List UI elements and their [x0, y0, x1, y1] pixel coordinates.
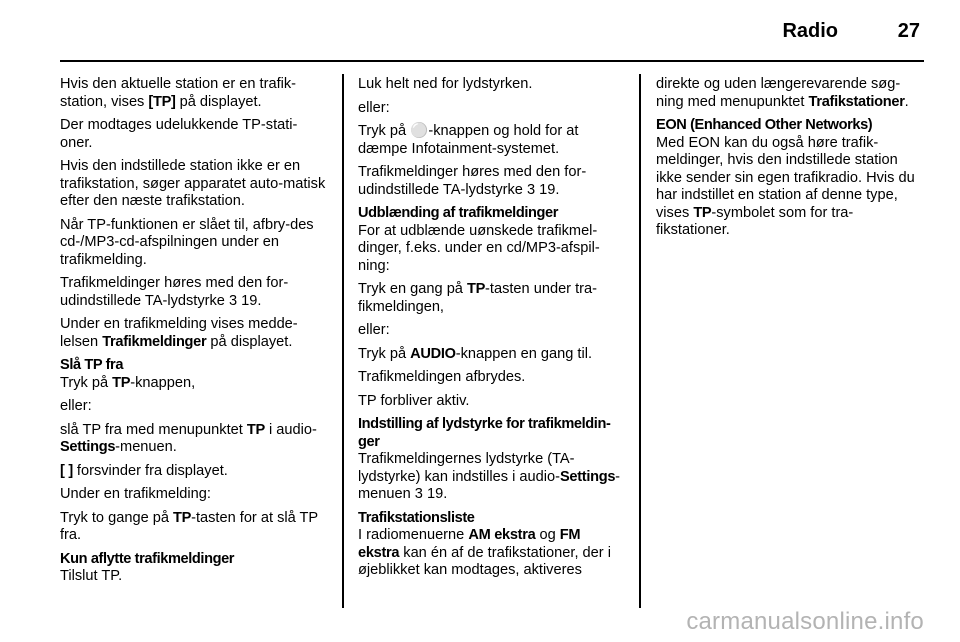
page-ref-arrow-icon: 3: [414, 486, 423, 502]
paragraph: I radiomenuerne AM ekstra og FM ekstra kan én af de trafikstationer, der i øjeblikket kan modtages, aktiveres: [358, 527, 611, 578]
subheading-tp-off: Slå TP fra: [60, 357, 124, 373]
paragraph: For at udblænde uønskede trafikmel-dinger, f.eks. under en cd/MP3-afspil-ning:: [358, 222, 600, 274]
paragraph: Trafikmeldingernes lydstyrke (TA-lydstyrke) kan indstilles i audio-Settings-menuen 3 19.: [358, 451, 621, 502]
paragraph: Der modtages udelukkende TP-stati-oner.: [60, 117, 298, 151]
paragraph: direkte og uden længerevarende søg-ning med menupunktet Trafikstationer.: [656, 76, 909, 110]
subheading-traffic-volume: Indstilling af lydstyrke for trafikmeldin-ger: [358, 416, 611, 450]
page-ref-arrow-icon: 3: [526, 181, 536, 198]
paragraph: Under en trafikmelding vises medde-lelsen Trafikmeldinger på displayet.: [60, 316, 298, 350]
paragraph: Tryk en gang på TP-tasten under tra-fikmeldingen,: [358, 281, 597, 315]
column-divider-2: [639, 74, 641, 608]
section-title: Radio: [782, 20, 838, 42]
page-number: 27: [897, 20, 920, 42]
column-1: [60, 76, 326, 592]
watermark: carmanualsonline.info: [686, 608, 924, 635]
paragraph: Tilslut TP.: [60, 568, 123, 584]
paragraph: slå TP fra med menupunktet TP i audio-Settings-menuen.: [60, 421, 317, 455]
subheading-mute-traffic: Udblænding af trafikmeldinger: [358, 205, 559, 221]
paragraph: TP forbliver aktiv.: [358, 392, 470, 409]
paragraph: eller:: [60, 398, 92, 414]
paragraph: Med EON kan du også høre trafik-meldinger, hvis den indstillede station ikke sender sin egen trafikradio. Hvis du har indstillet en station af denne type, vises TP-symbolet som for tra-fikstationer.: [656, 134, 915, 238]
paragraph: Trafikmeldinger høres med den for-udindstillede TA-lydstyrke 3 19.: [60, 275, 289, 309]
column-2: [358, 76, 624, 586]
paragraph: Hvis den indstillede station ikke er en trafikstation, søger apparatet auto-matisk efter den næste trafikstation.: [60, 158, 326, 209]
paragraph: Hvis den aktuelle station er en trafik-station, vises [TP] på displayet.: [60, 76, 297, 110]
paragraph: Tryk på ⚪-knappen og hold for at dæmpe Infotainment-systemet.: [358, 123, 579, 157]
column-divider-1: [342, 74, 344, 608]
paragraph: eller:: [358, 322, 390, 338]
header-rule: [60, 60, 924, 62]
paragraph: Tryk to gange på TP-tasten for at slå TP fra.: [60, 509, 318, 543]
column-3: [656, 76, 922, 246]
paragraph: Trafikmeldingen afbrydes.: [358, 369, 526, 385]
paragraph: eller:: [358, 99, 390, 116]
subheading-eon: EON (Enhanced Other Networks): [656, 117, 873, 133]
paragraph: Tryk på AUDIO-knappen en gang til.: [358, 345, 593, 362]
subheading-station-list: Trafikstationsliste: [358, 509, 475, 526]
paragraph: Luk helt ned for lydstyrken.: [358, 76, 533, 92]
paragraph: Når TP-funktionen er slået til, afbry-des cd-/MP3-cd-afspilningen under en trafikmelding.: [60, 216, 314, 268]
subheading-traffic-only: Kun aflytte trafikmeldinger: [60, 550, 235, 567]
paragraph: Tryk på TP-knappen,: [60, 374, 196, 391]
page-ref-arrow-icon: 3: [228, 292, 238, 309]
paragraph: Under en trafikmelding:: [60, 486, 211, 502]
paragraph: Trafikmeldinger høres med den for-udindstillede TA-lydstyrke 3 19.: [358, 164, 587, 198]
page-header: [60, 14, 924, 54]
paragraph: [ ] forsvinder fra displayet.: [60, 462, 228, 479]
